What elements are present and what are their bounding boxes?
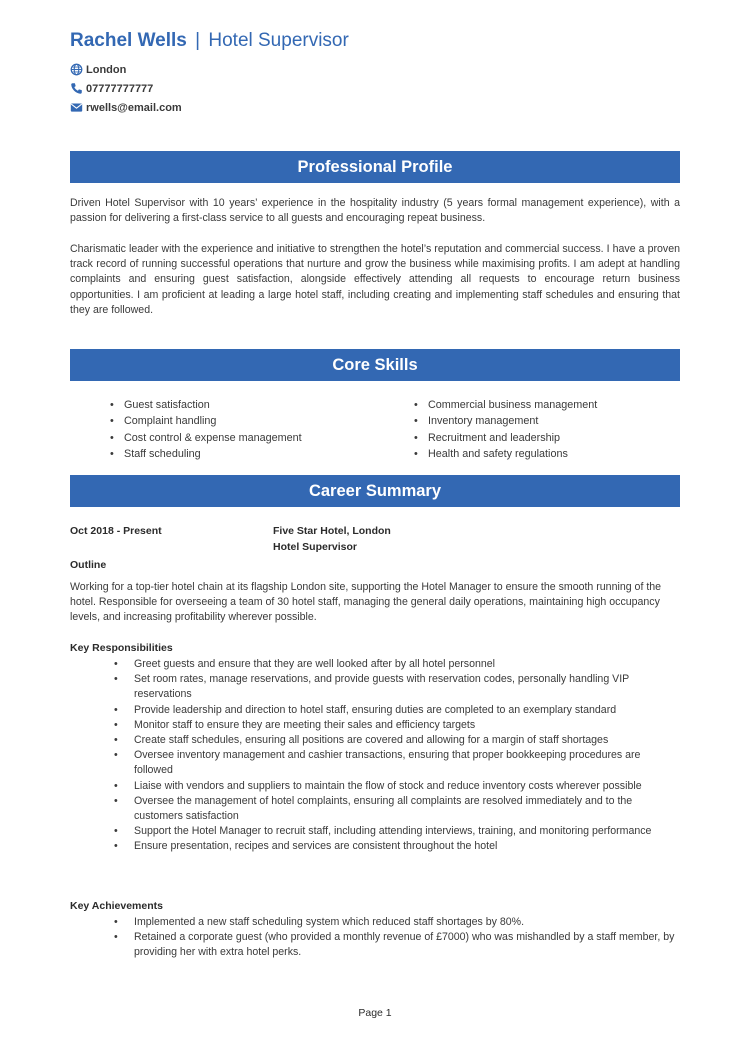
section-title: Professional Profile (297, 157, 453, 176)
candidate-title: Hotel Supervisor (208, 30, 349, 51)
skill-item: • Commercial business management (414, 397, 597, 413)
responsibility-item: • Set room rates, manage reservations, and provide guests with reservation codes, personally handling VIP reservations (70, 672, 680, 702)
skills-list-right (414, 397, 597, 463)
responsibility-item: • Oversee the management of hotel complaints, ensuring all complaints are resolved immediately and to the customers satisfaction (70, 794, 680, 824)
skills-list-left (110, 397, 302, 463)
job-outline: Working for a top-tier hotel chain at its flagship London site, supporting the Hotel Manager to ensure the smooth running of the hotel. Responsible for overseeing a team of 30 hotel staff, managing the general daily operations, maintaining high occupancy levels, and increasing profitability wherever possible. (70, 581, 662, 624)
profile-paragraph-1: Driven Hotel Supervisor with 10 years’ experience in the hospitality industry (5 years formal management experience), with a passion for delivering a first-class service to all guests and encouraging repeat business. (70, 197, 680, 225)
responsibility-item: • Oversee inventory management and cashier transactions, ensuring that proper bookkeeping procedures are followed (70, 748, 680, 778)
profile-paragraph-2: Charismatic leader with the experience and initiative to strengthen the hotel’s reputation and commercial success. I have a proven track record of running successful operations that nurture and grow the business while maximising profits. I am adept at handling complaints and ensuring guest satisfaction, alongside effectively attending all requests to encourage return business opportunities. I am proficient at leading a large hotel staff, including creating and implementing staff schedules and ensuring that they are followed. (70, 243, 680, 316)
responsibilities-heading: Key Responsibilities (70, 642, 173, 654)
responsibility-item: • Provide leadership and direction to hotel staff, ensuring duties are completed to an exemplary standard (70, 703, 680, 718)
responsibility-item: • Create staff schedules, ensuring all positions are covered and allowing for a margin of staff shortages (70, 733, 680, 748)
responsibility-item: • Monitor staff to ensure they are meeting their sales and efficiency targets (70, 718, 680, 733)
skill-item: • Staff scheduling (110, 446, 302, 462)
achievement-item: • Retained a corporate guest (who provided a monthly revenue of £7000) who was mishandled by a staff member, by providing her with extra hotel perks. (70, 930, 680, 960)
header-separator: | (195, 30, 201, 51)
section-banner-skills (70, 349, 680, 381)
job-role: Hotel Supervisor (273, 541, 358, 553)
achievements-list (70, 915, 680, 961)
candidate-name: Rachel Wells (70, 30, 187, 51)
section-banner-profile (70, 151, 680, 183)
location-text: London (86, 63, 127, 76)
globe-icon (70, 63, 83, 76)
page-number: Page 1 (358, 1007, 392, 1019)
responsibility-item: • Ensure presentation, recipes and services are consistent throughout the hotel (70, 839, 680, 854)
responsibility-item: • Support the Hotel Manager to recruit staff, including attending interviews, training, and monitoring performance (70, 824, 680, 839)
achievement-item: • Implemented a new staff scheduling system which reduced staff shortages by 80%. (70, 915, 680, 930)
skill-item: • Health and safety regulations (414, 446, 597, 462)
contact-phone (70, 82, 153, 95)
section-title: Core Skills (332, 355, 418, 374)
cv-header (70, 30, 349, 52)
skill-item: • Complaint handling (110, 413, 302, 429)
skill-item: • Inventory management (414, 413, 597, 429)
contact-location (70, 63, 126, 76)
job-dates: Oct 2018 - Present (70, 525, 162, 537)
job-company: Five Star Hotel, London (273, 525, 391, 537)
skill-item: • Recruitment and leadership (414, 430, 597, 446)
responsibility-item: • Greet guests and ensure that they are well looked after by all hotel personnel (70, 657, 680, 672)
responsibility-item: • Liaise with vendors and suppliers to maintain the flow of stock and reduce inventory costs wherever possible (70, 779, 680, 794)
achievements-heading: Key Achievements (70, 900, 163, 912)
skill-item: • Cost control & expense management (110, 430, 302, 446)
outline-heading: Outline (70, 559, 107, 571)
contact-email (70, 101, 182, 114)
phone-text: 07777777777 (86, 82, 154, 95)
section-banner-career (70, 475, 680, 507)
responsibilities-list (70, 657, 680, 855)
email-text: rwells@email.com (86, 101, 182, 114)
phone-icon (70, 82, 83, 95)
envelope-icon (70, 101, 83, 114)
section-title: Career Summary (308, 481, 442, 500)
skill-item: • Guest satisfaction (110, 397, 302, 413)
